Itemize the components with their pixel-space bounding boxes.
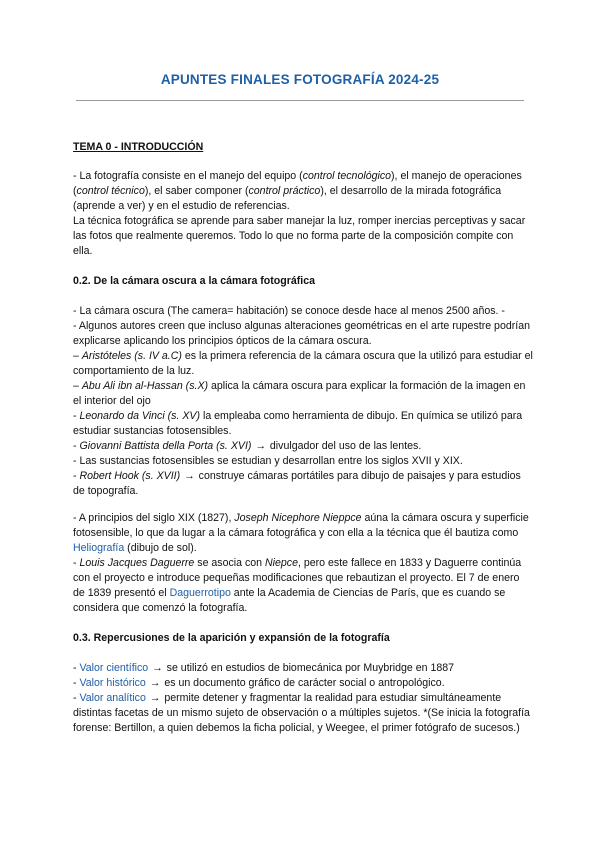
section-heading-0-3: 0.3. Repercusiones de la aparición y expansión de la fotografía [73, 632, 390, 644]
valor-cientifico-link[interactable]: Valor científico [79, 662, 149, 674]
italic-term: Robert Hook (s. XVII) [79, 470, 181, 482]
list-item [73, 511, 533, 556]
list-item [73, 439, 533, 454]
list-item [73, 556, 533, 616]
text-run: , pero este fallece en 1833 y Daguerre continúa con el proyecto e introduce pequeñas modificaciones que rebautizan el proyecto. El 7 de enero de 1839 presentó el [73, 557, 522, 599]
italic-term: Aristóteles (s. IV a.C) [81, 350, 182, 362]
text-run: se utilizó en estudios de biomecánica por Muybridge en 1887 [163, 662, 455, 674]
list-item [73, 676, 533, 691]
bullet-dash: - [73, 557, 80, 569]
text-run: construye cámaras portátiles para dibujo de paisajes y para estudios de topografía. [73, 470, 521, 497]
text-run: es la primera referencia de la cámara oscura que la utilizó para estudiar el comportamiento de la luz. [73, 350, 533, 377]
list-item: - Algunos autores creen que incluso algunas alteraciones geométricas en el arte rupestre podrían explicarse aplicando los principios ópticos de la cámara oscura. [73, 320, 530, 347]
list-item [73, 349, 533, 379]
text-run: permite detener y fragmentar la realidad para estudiar simultáneamente distintas facetas de un mismo sujeto de observación o a múltiples sujetos. *(Se inicia la fotografía forense: Bertillon, a quien debemos la ficha policial, y Weegee, el primer fotógrafo de sucesos.) [73, 692, 530, 734]
list-item: - La cámara oscura (The camera= habitación) se conoce desde hace al menos 2500 años. - [73, 305, 505, 317]
bullet-dash: - [73, 677, 80, 689]
section-heading-0-2: 0.2. De la cámara oscura a la cámara fotográfica [73, 275, 316, 287]
text-run: - A principios del siglo XIX (1827), [73, 512, 235, 524]
heliografia-link[interactable]: Heliografía [73, 542, 125, 554]
bullet-dash: – [73, 380, 82, 392]
intro-paragraph [73, 169, 533, 214]
arrow-icon: → [255, 440, 266, 452]
italic-term: Niepce [265, 557, 298, 569]
text-run: - La fotografía consiste en el manejo del equipo ( [73, 170, 303, 182]
text-run: ante la Academia de Ciencias de París, que es cuando se considera que comenzó la fotografía. [73, 587, 506, 614]
valor-historico-link[interactable]: Valor histórico [79, 677, 146, 689]
bullet-dash: - [73, 692, 80, 704]
list-item [73, 409, 533, 439]
italic-term: control práctico [248, 185, 321, 197]
bullet-dash: - [73, 662, 80, 674]
text-run: es un documento gráfico de carácter social o antropológico. [161, 677, 445, 689]
text-run: aplica la cámara oscura para explicar la formación de la imagen en el interior del ojo [73, 380, 526, 407]
text-run: aúna la cámara oscura y superficie fotosensible, lo que da lugar a la cámara fotográfica y con ella a la técnica que él bautiza como [73, 512, 529, 539]
italic-term: Louis Jacques Daguerre [79, 557, 195, 569]
text-run: (dibujo de sol). [124, 542, 197, 554]
text-run: ), el desarrollo de la mirada fotográfica (aprende a ver) y en el estudio de referencias. [73, 185, 502, 212]
bullet-dash: - [73, 470, 80, 482]
list-item [73, 469, 533, 499]
valor-analitico-link[interactable]: Valor analítico [79, 692, 146, 704]
text-run: la empleaba como herramienta de dibujo. En química se utilizó para estudiar sustancias fotosensibles. [73, 410, 523, 437]
text-run: se asocia con [194, 557, 265, 569]
list-item [73, 691, 533, 736]
text-run: ), el saber componer ( [144, 185, 249, 197]
italic-term: Joseph Nicephore Nieppce [234, 512, 362, 524]
technique-paragraph: La técnica fotográfica se aprende para saber manejar la luz, romper inercias perceptivas y sacar las fotos que realmente queremos. Todo lo que no forma parte de la composición compite con ella. [73, 215, 526, 257]
title-divider [76, 100, 524, 101]
italic-term: Giovanni Battista della Porta (s. XVI) [79, 440, 252, 452]
daguerrotipo-link[interactable]: Daguerrotipo [169, 587, 231, 599]
document-title: APUNTES FINALES FOTOGRAFÍA 2024-25 [160, 72, 440, 87]
bullet-dash: - [73, 410, 80, 422]
list-item [73, 379, 533, 409]
arrow-icon: → [149, 692, 161, 704]
italic-term: Leonardo da Vinci (s. XV) [79, 410, 201, 422]
bullet-dash: – [73, 350, 82, 362]
text-run: divulgador del uso de las lentes. [266, 440, 422, 452]
italic-term: Abu Ali ibn al-Hassan (s.X) [81, 380, 209, 392]
list-item: - Las sustancias fotosensibles se estudian y desarrollan entre los siglos XVII y XIX. [73, 455, 463, 467]
arrow-icon: → [152, 662, 163, 674]
arrow-icon: → [149, 677, 161, 689]
bullet-dash: - [73, 440, 80, 452]
italic-term: control técnico [76, 185, 145, 197]
section-heading-tema-0: TEMA 0 - INTRODUCCIÓN [73, 141, 204, 153]
list-item [73, 661, 533, 676]
italic-term: control tecnológico [302, 170, 392, 182]
text-run: ), el manejo de operaciones ( [73, 170, 522, 197]
arrow-icon: → [184, 470, 195, 482]
document-body [73, 140, 533, 736]
